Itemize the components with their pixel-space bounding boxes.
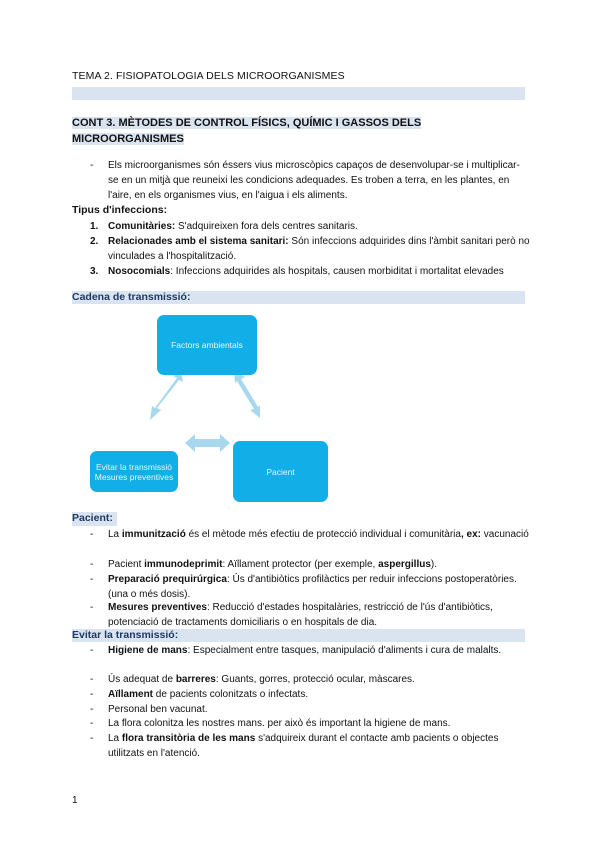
document-title: TEMA 2. FISIOPATOLOGIA DELS MICROORGANISMES [72, 70, 345, 82]
patient-heading: Pacient: [72, 512, 113, 524]
item-term: Comunitàries: [108, 221, 176, 232]
patient-item: - Pacient immunodeprimit: Aïllament protector (per exemple, aspergillus). [90, 559, 438, 570]
patient-item: - Mesures preventives: Reducció d'estades hospitalàries, restricció de l'ús d'antibiòtics, potenciació de tractaments domiciliaris o en hospitals de dia. [90, 602, 493, 629]
arrow-right-diagonal [234, 370, 260, 418]
infections-heading: Tipus d'infeccions: [72, 204, 168, 216]
section-title-text: CONT 3. MÈTODES DE CONTROL FÍSICS, QUÍMIC I GASSOS DELS MICROORGANISMES [72, 117, 422, 145]
avoid-item: - Higiene de mans: Especialment entre tasques, manipulació d'aliments i cura de malalts. [90, 645, 502, 656]
avoid-item: - Aïllament de pacients colonitzats o infectats. [90, 689, 309, 700]
item-text: S'adquireixen fora dels centres sanitaris. [175, 221, 358, 232]
section-title [72, 115, 452, 147]
node-patient: Pacient [233, 441, 328, 502]
item-text: Són infeccions adquirides dins l'àmbit sanitari però no vinculades a l'hospitalització. [108, 236, 530, 263]
page-number: 1 [72, 795, 78, 806]
intro-paragraph [90, 158, 530, 204]
infection-item-1 [90, 219, 530, 234]
infection-item-2 [90, 234, 530, 264]
diagram-arrow-horizontal [185, 434, 230, 452]
avoid-item: - Ús adequat de barreres: Guants, gorres, protecció ocular, màscares. [90, 674, 415, 685]
patient-item: - La immunització és el mètode més efectiu de protecció individual i comunitària, ex: vacunació [90, 529, 529, 540]
item-term: Relacionades amb el sistema sanitari: [108, 236, 289, 247]
item-text: : Infeccions adquirides als hospitals, causen morbiditat i mortalitat elevades [170, 266, 504, 277]
infection-item-3 [90, 264, 530, 279]
avoid-item: - La flora colonitza les nostres mans. per això és important la higiene de mans. [90, 718, 451, 729]
avoid-item: - La flora transitòria de les mans s'adquireix durant el contacte amb pacients o objectes utilitzats en l'atenció. [90, 733, 499, 760]
patient-item: - Preparació prequirúrgica: Ús d'antibiòtics profilàctics per reduir infeccions postoperatòries. (una o més dosis). [90, 574, 517, 601]
item-number: 1. [90, 221, 99, 232]
highlight-bar [72, 87, 525, 100]
item-number: 2. [90, 236, 99, 247]
avoid-item: - Personal ben vacunat. [90, 704, 208, 715]
node-prevent-transmission: Evitar la transmissió Mesures preventives [90, 451, 178, 492]
avoid-heading: Evitar la transmissió: [72, 629, 179, 641]
list-dash: - [90, 160, 94, 171]
chain-heading: Cadena de transmissió: [72, 291, 191, 303]
arrow-left-diagonal [150, 370, 183, 420]
item-number: 3. [90, 266, 99, 277]
node-environmental-factors: Factors ambientals [157, 315, 257, 375]
intro-text: Els microorganismes són éssers vius microscòpics capaços de desenvolupar-se i multiplicar-se en un mitjà que reuneixi les condicions adequades. Es troben a terra, en les plantes, en l'aire, en els organismes vius, en l'aigua i els aliments. [108, 160, 520, 202]
item-term: Nosocomials [108, 266, 171, 277]
